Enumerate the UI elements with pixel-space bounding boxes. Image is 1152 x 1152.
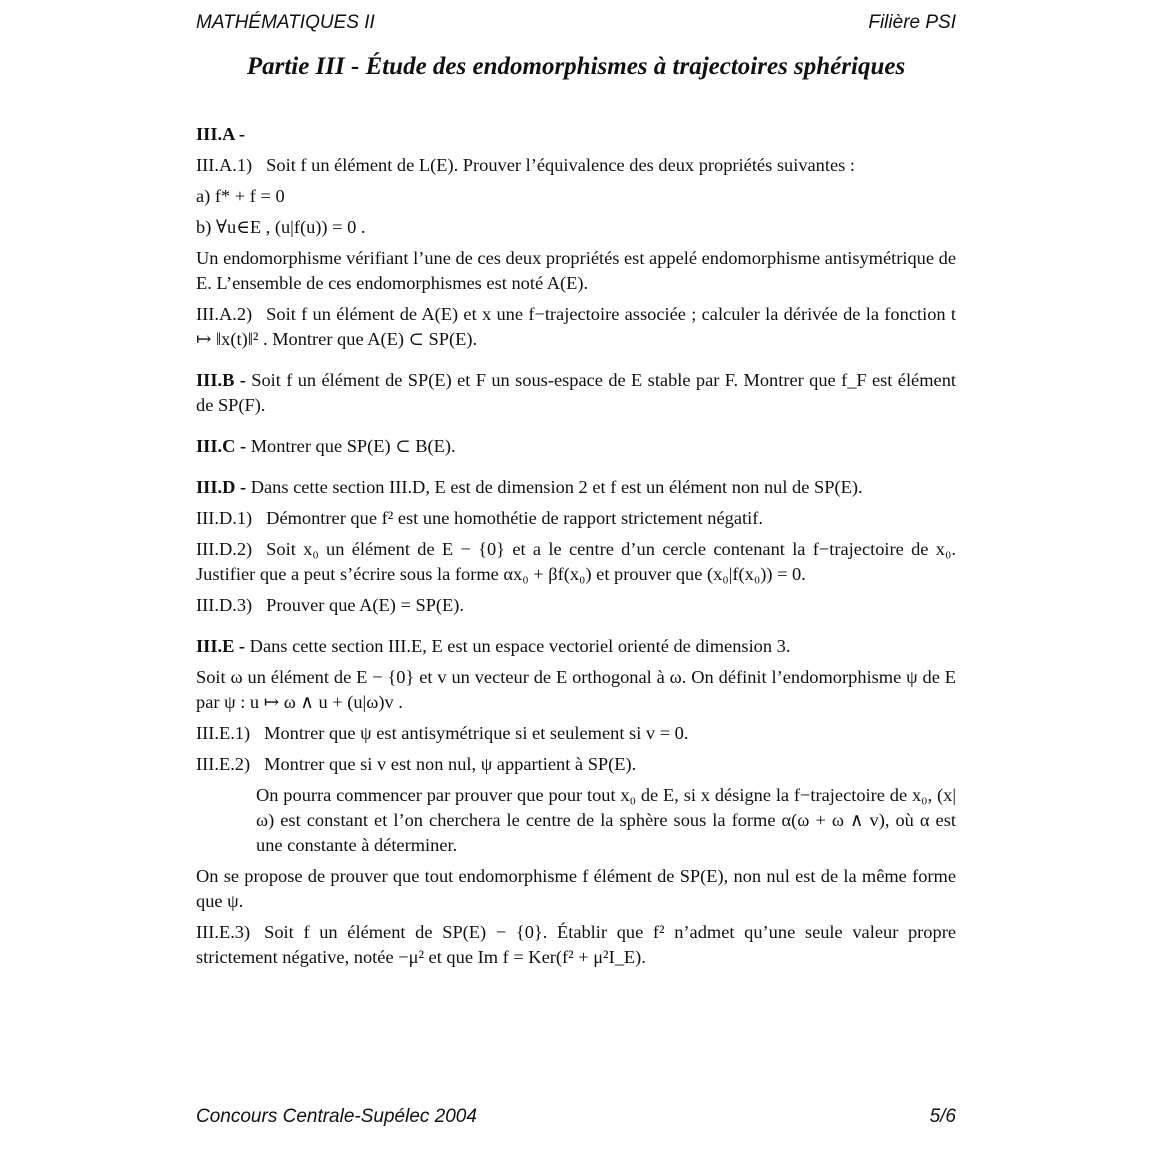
section-heading-IIIB: III.B - [196,370,246,390]
question-IIID2 [196,537,956,587]
remark-IIIE: On se propose de prouver que tout endomorphisme f élément de SP(E), non nul est de la même forme que ψ. [196,866,956,911]
section-heading-IIIE: III.E - [196,636,246,656]
question-label: III.D.2) [196,539,253,559]
question-text: Soit x₀ un élément de E − {0} et a le centre d’un cercle contenant la f−trajectoire de x₀. Justifier que a peut s’écrire sous la forme αx₀ + βf(x₀) et prouver que (x₀|f(x₀)) = 0. [196,539,956,584]
section-IIIC [196,434,956,459]
question-label: III.D.1) [196,508,253,528]
section-text: Dans cette section III.D, E est de dimension 2 et f est un élément non nul de SP(E). [250,477,863,497]
question-text: Soit f un élément de SP(E) − {0}. Établir que f² n’admet qu’une seule valeur propre strictement négative, notée −μ² et que Im f = Ker(f² + μ²I_E). [196,922,956,967]
question-label: III.E.2) [196,754,251,774]
section-IIIE-intro: Soit ω un élément de E − {0} et v un vecteur de E orthogonal à ω. On définit l’endomorphisme ψ de E par ψ : u ↦ ω ∧ u + (u|ω)v . [196,667,956,712]
question-IIIE3 [196,920,956,970]
question-text: Montrer que ψ est antisymétrique si et seulement si v = 0. [264,723,689,743]
page-number: 5/6 [929,1106,956,1127]
question-IIIA2 [196,302,956,352]
question-IIIA1 [196,153,956,178]
question-label: III.A.2) [196,304,253,324]
property-a: a) f* + f = 0 [196,186,285,206]
question-text: Soit f un élément de A(E) et x une f−trajectoire associée ; calculer la dérivée de la fonction t ↦ ‖x(t)‖² . Montrer que A(E) ⊂ SP(E). [196,304,956,349]
header-track: Filière PSI [868,12,956,33]
page-title: Partie III - Étude des endomorphismes à trajectoires sphériques [246,53,906,80]
property-b: b) ∀u∈E , (u|f(u)) = 0 . [196,217,366,237]
question-text: Prouver que A(E) = SP(E). [266,595,464,615]
question-text: Démontrer que f² est une homothétie de rapport strictement négatif. [266,508,763,528]
section-heading-IIID: III.D - [196,477,247,497]
question-label: III.A.1) [196,155,253,175]
section-heading-IIIC: III.C - [196,436,247,456]
footer-contest: Concours Centrale-Supélec 2004 [196,1106,477,1127]
question-text: Soit f un élément de L(E). Prouver l’équivalence des deux propriétés suivantes : [266,155,856,175]
section-heading-IIIA: III.A - [196,124,246,144]
section-IIIE [196,634,956,659]
section-text: Dans cette section III.E, E est un espace vectoriel orienté de dimension 3. [249,636,791,656]
section-text: Soit f un élément de SP(E) et F un sous-espace de E stable par F. Montrer que f_F est élément de SP(F). [196,370,956,415]
definition-antisymmetric: Un endomorphisme vérifiant l’une de ces deux propriétés est appelé endomorphisme antisymétrique de E. L’ensemble de ces endomorphismes est noté A(E). [196,248,956,293]
question-IIID3 [196,593,956,618]
section-IIIB [196,368,956,418]
question-IIIE1 [196,721,956,746]
document-body [196,122,956,976]
hint-IIIE2: On pourra commencer par prouver que pour tout x₀ de E, si x désigne la f−trajectoire de x₀, (x|ω) est constant et l’on cherchera le centre de la sphère sous la forme α(ω + ω ∧ v), où α est une constante à déterminer. [256,785,956,855]
section-IIID [196,475,956,500]
question-text: Montrer que si v est non nul, ψ appartient à SP(E). [264,754,637,774]
page-footer [196,1106,956,1128]
section-text: Montrer que SP(E) ⊂ B(E). [250,436,456,456]
page-header [196,12,956,34]
question-IIIE2 [196,752,956,777]
header-subject: MATHÉMATIQUES II [196,12,375,33]
question-label: III.E.1) [196,723,251,743]
question-label: III.D.3) [196,595,253,615]
question-IIID1 [196,506,956,531]
question-label: III.E.3) [196,922,251,942]
